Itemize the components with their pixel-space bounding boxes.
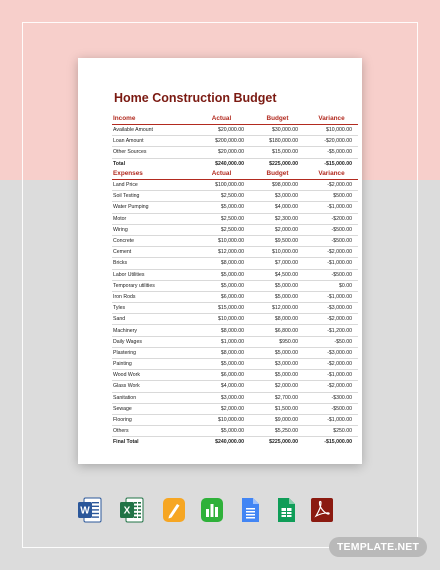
actual-value: $15,000.00 xyxy=(192,303,250,314)
table-row xyxy=(112,224,358,235)
variance-value: $250.00 xyxy=(304,426,358,437)
row-label: Sewage xyxy=(112,403,192,414)
actual-value: $4,000.00 xyxy=(192,381,250,392)
actual-value: $100,000.00 xyxy=(192,180,250,191)
table-row xyxy=(112,336,358,347)
column-header-budget: Budget xyxy=(250,113,304,125)
budget-value: $180,000.00 xyxy=(250,136,304,147)
income-header-row xyxy=(112,113,358,125)
row-label: Cement xyxy=(112,247,192,258)
variance-value: $500.00 xyxy=(304,191,358,202)
total-budget: $225,000.00 xyxy=(269,439,298,446)
variance-value: -$1,000.00 xyxy=(304,370,358,381)
actual-value: $3,000.00 xyxy=(192,392,250,403)
table-row xyxy=(112,136,358,147)
row-label: Labor Utilities xyxy=(112,269,192,280)
actual-value: $20,000.00 xyxy=(192,125,250,136)
budget-value: $15,000.00 xyxy=(250,147,304,158)
expenses-heading: Expenses xyxy=(112,168,192,180)
actual-value: $2,500.00 xyxy=(192,213,250,224)
variance-value: -$500.00 xyxy=(304,403,358,414)
actual-value: $200,000.00 xyxy=(192,136,250,147)
variance-value: -$1,000.00 xyxy=(304,291,358,302)
budget-value: $10,000.00 xyxy=(250,247,304,258)
variance-value: -$5,000.00 xyxy=(304,147,358,158)
budget-value: $8,000.00 xyxy=(250,314,304,325)
budget-value: $2,300.00 xyxy=(250,213,304,224)
table-row xyxy=(112,280,358,291)
row-label: Water Pumping xyxy=(112,202,192,213)
row-label: Loan Amount xyxy=(112,136,192,147)
svg-text:W: W xyxy=(80,505,90,517)
variance-value: -$1,000.00 xyxy=(304,258,358,269)
total-variance: -$15,000.00 xyxy=(324,160,352,167)
table-row xyxy=(112,147,358,158)
budget-value: $2,700.00 xyxy=(250,392,304,403)
variance-value: -$2,000.00 xyxy=(304,359,358,370)
budget-value: $3,000.00 xyxy=(250,359,304,370)
row-label: Concrete xyxy=(112,235,192,246)
row-label: Land Price xyxy=(112,180,192,191)
column-header-actual: Actual xyxy=(192,113,250,125)
table-row xyxy=(112,314,358,325)
table-row xyxy=(112,392,358,403)
budget-value: $3,000.00 xyxy=(250,191,304,202)
table-row xyxy=(112,191,358,202)
table-row xyxy=(112,125,358,136)
actual-value: $2,500.00 xyxy=(192,224,250,235)
actual-value: $10,000.00 xyxy=(192,235,250,246)
google-sheets-icon[interactable] xyxy=(274,497,298,523)
budget-value: $9,000.00 xyxy=(250,414,304,425)
table-row xyxy=(112,291,358,302)
excel-icon[interactable] xyxy=(120,497,144,523)
actual-value: $10,000.00 xyxy=(192,314,250,325)
actual-value: $6,000.00 xyxy=(192,291,250,302)
actual-value: $6,000.00 xyxy=(192,370,250,381)
table-row xyxy=(112,403,358,414)
budget-value: $5,000.00 xyxy=(250,347,304,358)
column-header-variance: Variance xyxy=(304,113,358,125)
budget-value: $9,500.00 xyxy=(250,235,304,246)
template-net-badge[interactable]: TEMPLATE.NET xyxy=(329,537,427,557)
actual-value: $5,000.00 xyxy=(192,359,250,370)
table-row xyxy=(112,303,358,314)
table-row xyxy=(112,414,358,425)
row-label: Soil Testing xyxy=(112,191,192,202)
row-label: Glass Work xyxy=(112,381,192,392)
pages-icon[interactable] xyxy=(162,497,186,523)
table-row xyxy=(112,381,358,392)
actual-value: $5,000.00 xyxy=(192,269,250,280)
total-variance: -$15,000.00 xyxy=(324,439,352,446)
svg-text:X: X xyxy=(123,505,131,517)
variance-value: -$1,000.00 xyxy=(304,202,358,213)
variance-value: -$2,000.00 xyxy=(304,381,358,392)
row-label: Plastering xyxy=(112,347,192,358)
row-label: Painting xyxy=(112,359,192,370)
budget-value: $950.00 xyxy=(250,336,304,347)
budget-value: $98,000.00 xyxy=(250,180,304,191)
actual-value: $2,500.00 xyxy=(192,191,250,202)
actual-value: $5,000.00 xyxy=(192,202,250,213)
document-title: Home Construction Budget xyxy=(114,91,277,105)
variance-value: -$500.00 xyxy=(304,224,358,235)
row-label: Bricks xyxy=(112,258,192,269)
table-row xyxy=(112,202,358,213)
budget-value: $5,250.00 xyxy=(250,426,304,437)
actual-value: $1,000.00 xyxy=(192,336,250,347)
variance-value: -$50.00 xyxy=(304,336,358,347)
row-label: Wiring xyxy=(112,224,192,235)
variance-value: -$2,000.00 xyxy=(304,314,358,325)
variance-value: $0.00 xyxy=(304,280,358,291)
budget-value: $12,000.00 xyxy=(250,303,304,314)
variance-value: -$200.00 xyxy=(304,213,358,224)
row-label: Daily Wages xyxy=(112,336,192,347)
actual-value: $8,000.00 xyxy=(192,258,250,269)
table-row xyxy=(112,235,358,246)
actual-value: $8,000.00 xyxy=(192,325,250,336)
budget-value: $5,000.00 xyxy=(250,280,304,291)
actual-value: $20,000.00 xyxy=(192,147,250,158)
total-label: Total xyxy=(113,160,126,167)
table-row xyxy=(112,347,358,358)
total-actual: $240,000.00 xyxy=(215,439,244,446)
table-row xyxy=(112,258,358,269)
budget-value: $30,000.00 xyxy=(250,125,304,136)
row-label: Tyles xyxy=(112,303,192,314)
budget-value: $2,000.00 xyxy=(250,381,304,392)
table-row xyxy=(112,180,358,191)
row-label: Sand xyxy=(112,314,192,325)
row-label: Flooring xyxy=(112,414,192,425)
actual-value: $12,000.00 xyxy=(192,247,250,258)
income-heading: Income xyxy=(112,113,192,125)
budget-value: $4,500.00 xyxy=(250,269,304,280)
actual-value: $2,000.00 xyxy=(192,403,250,414)
row-label: Wood Work xyxy=(112,370,192,381)
row-label: Machinery xyxy=(112,325,192,336)
expenses-total-row xyxy=(112,437,358,448)
budget-value: $6,800.00 xyxy=(250,325,304,336)
variance-value: -$500.00 xyxy=(304,269,358,280)
table-row xyxy=(112,426,358,437)
expenses-table xyxy=(112,168,358,448)
budget-value: $5,000.00 xyxy=(250,291,304,302)
row-label: Other Sources xyxy=(112,147,192,158)
numbers-icon[interactable] xyxy=(200,497,224,523)
variance-value: $10,000.00 xyxy=(304,125,358,136)
document-page xyxy=(78,58,362,464)
variance-value: -$1,200.00 xyxy=(304,325,358,336)
actual-value: $10,000.00 xyxy=(192,414,250,425)
variance-value: -$1,000.00 xyxy=(304,414,358,425)
column-header-actual: Actual xyxy=(192,168,250,180)
row-label: Available Amount xyxy=(112,125,192,136)
row-label: Sanitation xyxy=(112,392,192,403)
total-label: Final Total xyxy=(113,439,139,446)
row-label: Others xyxy=(112,426,192,437)
expenses-header-row xyxy=(112,168,358,180)
total-actual: $240,000.00 xyxy=(215,160,244,167)
google-docs-icon[interactable] xyxy=(238,497,262,523)
budget-value: $4,000.00 xyxy=(250,202,304,213)
row-label: Iron Rods xyxy=(112,291,192,302)
variance-value: -$500.00 xyxy=(304,235,358,246)
budget-value: $1,500.00 xyxy=(250,403,304,414)
table-row xyxy=(112,247,358,258)
income-table xyxy=(112,113,358,169)
variance-value: -$2,000.00 xyxy=(304,180,358,191)
actual-value: $8,000.00 xyxy=(192,347,250,358)
variance-value: -$2,000.00 xyxy=(304,247,358,258)
variance-value: -$3,000.00 xyxy=(304,347,358,358)
budget-value: $5,000.00 xyxy=(250,370,304,381)
variance-value: -$300.00 xyxy=(304,392,358,403)
column-header-budget: Budget xyxy=(250,168,304,180)
row-label: Temporary utilities xyxy=(112,280,192,291)
budget-value: $2,000.00 xyxy=(250,224,304,235)
total-budget: $225,000.00 xyxy=(269,160,298,167)
budget-value: $7,000.00 xyxy=(250,258,304,269)
pdf-icon[interactable] xyxy=(310,497,334,523)
column-header-variance: Variance xyxy=(304,168,358,180)
table-row xyxy=(112,213,358,224)
table-row xyxy=(112,269,358,280)
word-icon[interactable] xyxy=(78,497,102,523)
row-label: Motor xyxy=(112,213,192,224)
variance-value: -$3,000.00 xyxy=(304,303,358,314)
actual-value: $5,000.00 xyxy=(192,426,250,437)
table-row xyxy=(112,370,358,381)
variance-value: -$20,000.00 xyxy=(304,136,358,147)
actual-value: $5,000.00 xyxy=(192,280,250,291)
table-row xyxy=(112,325,358,336)
table-row xyxy=(112,359,358,370)
